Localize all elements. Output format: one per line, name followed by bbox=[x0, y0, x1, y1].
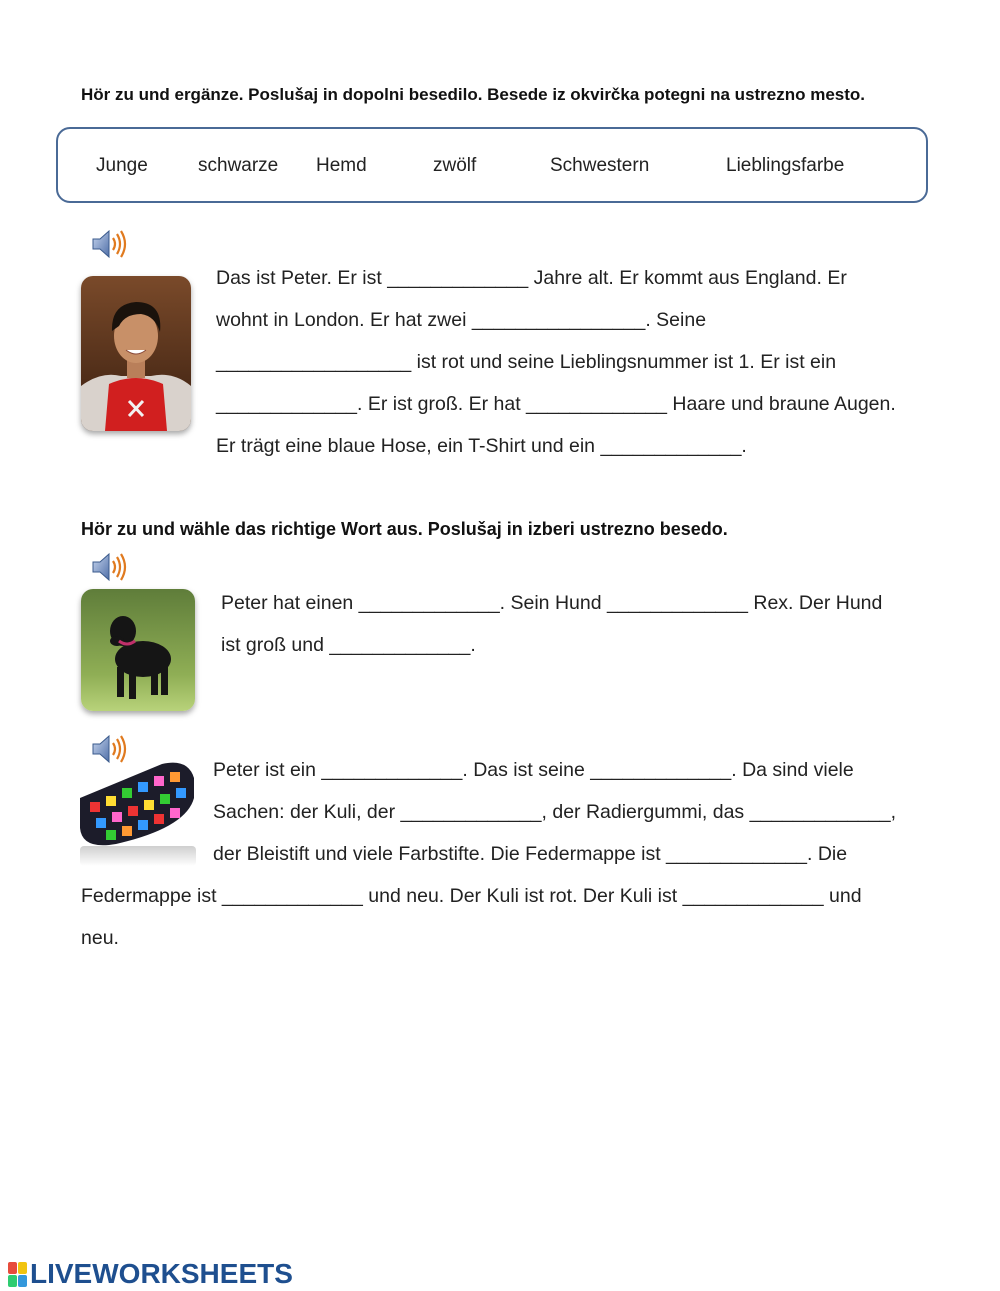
task2-heading: Hör zu und wähle das richtige Wort aus. Poslušaj in izberi ustrezno besedo. bbox=[81, 519, 728, 539]
dog-photo bbox=[81, 589, 195, 711]
text-line: neu. bbox=[81, 927, 119, 949]
logo-text: LIVEWORKSHEETS bbox=[30, 1258, 293, 1289]
liveworksheets-logo[interactable] bbox=[8, 1258, 293, 1290]
word-bank-item[interactable]: Junge bbox=[96, 155, 148, 176]
peter-photo bbox=[81, 276, 191, 431]
speaker-icon[interactable] bbox=[90, 228, 130, 265]
text-line: Peter ist ein _____________. Das ist seine _____________. Da sind viele bbox=[213, 759, 854, 781]
text-line: __________________ ist rot und seine Lieblingsnummer ist 1. Er ist ein bbox=[216, 351, 837, 373]
pencil-case-image bbox=[76, 758, 198, 868]
word-bank-item[interactable]: Schwestern bbox=[550, 155, 650, 176]
text-line: Federmappe ist _____________ und neu. Der Kuli ist rot. Der Kuli ist _____________ und bbox=[81, 885, 862, 907]
text-line: Das ist Peter. Er ist _____________ Jahre alt. Er kommt aus England. Er bbox=[216, 267, 847, 289]
text-line: ist groß und _____________. bbox=[221, 634, 476, 656]
word-bank-item[interactable]: Hemd bbox=[316, 155, 367, 176]
text-line: Sachen: der Kuli, der _____________, der Radiergummi, das _____________, bbox=[213, 801, 896, 823]
word-bank-item[interactable]: schwarze bbox=[198, 155, 279, 176]
task1-heading: Hör zu und ergänze. Poslušaj in dopolni besedilo. Besede iz okvirčka potegni na ustrezno mesto. bbox=[81, 85, 866, 104]
text-line: der Bleistift und viele Farbstifte. Die Federmappe ist _____________. Die bbox=[213, 843, 848, 865]
word-bank-item[interactable]: Lieblingsfarbe bbox=[726, 155, 845, 176]
logo-icon bbox=[8, 1262, 27, 1287]
text-line: _____________. Er ist groß. Er hat _____________ Haare und braune Augen. bbox=[216, 393, 896, 415]
text-line: Er trägt eine blaue Hose, ein T-Shirt und ein _____________. bbox=[216, 435, 747, 457]
text-line: wohnt in London. Er hat zwei ________________. Seine bbox=[216, 309, 707, 331]
word-bank-item[interactable]: zwölf bbox=[433, 155, 477, 176]
text-line: Peter hat einen _____________. Sein Hund _____________ Rex. Der Hund bbox=[221, 592, 883, 614]
speaker-icon[interactable] bbox=[90, 551, 130, 588]
